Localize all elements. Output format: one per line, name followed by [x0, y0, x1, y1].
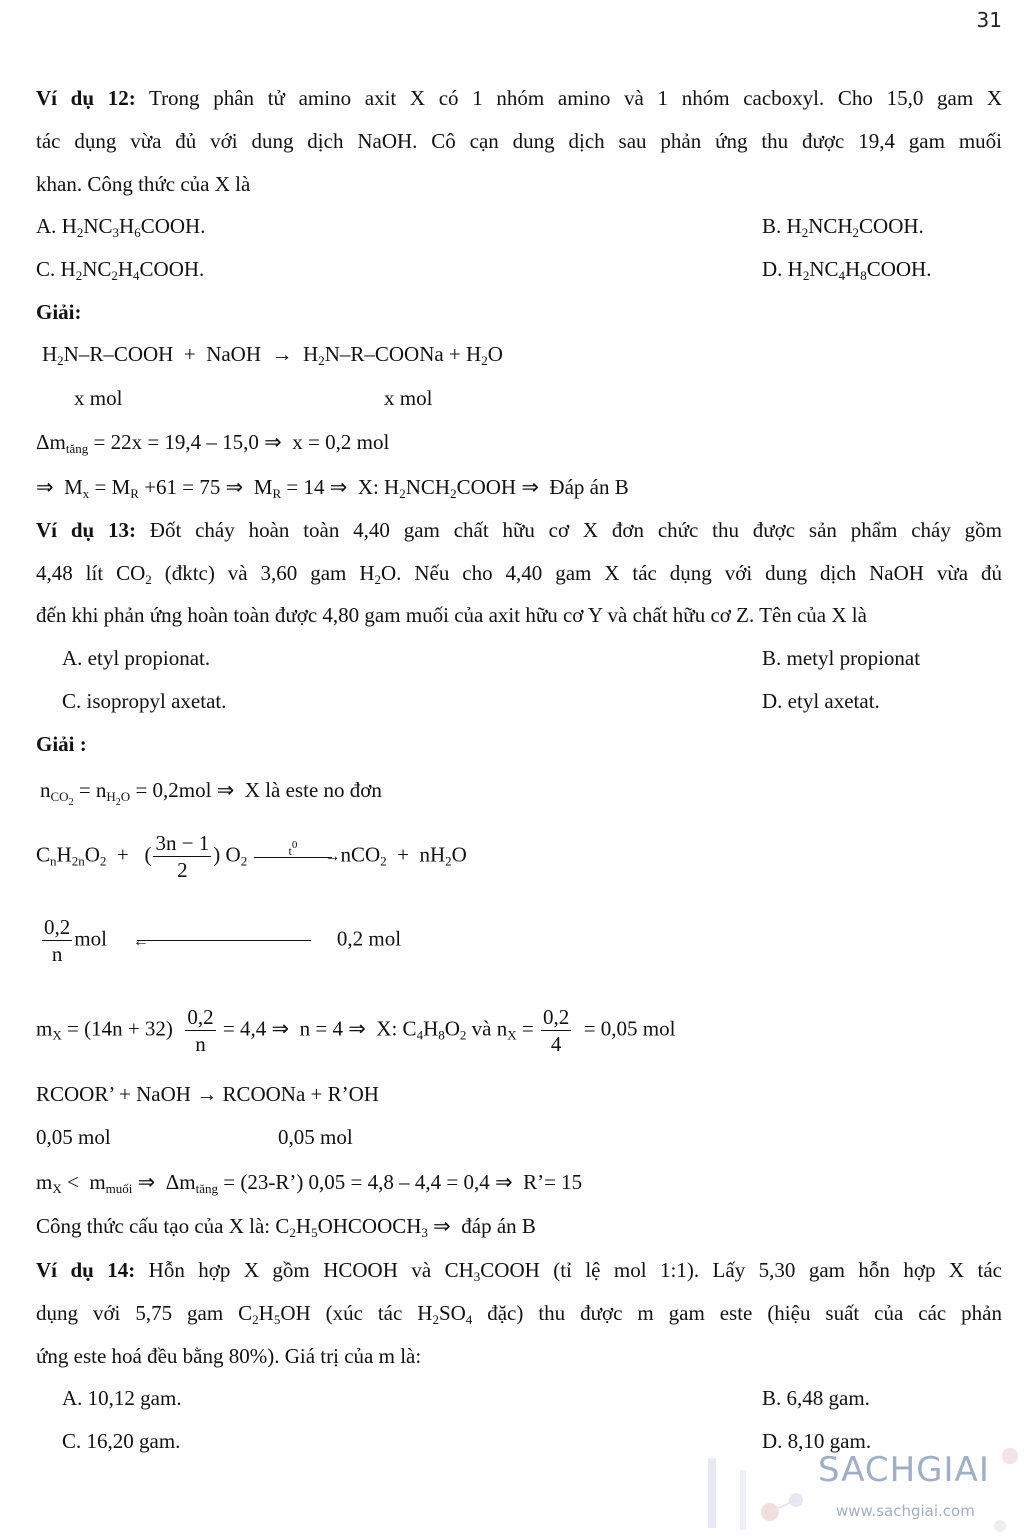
ex13-option-b: B. metyl propionat — [762, 646, 921, 670]
ex13-line-1: $n_{CO_2} = n_{H_2O} = 0,2mol$ ⇒ X là este no đơn — [40, 778, 382, 808]
ex14-option-b: B. 6,48 gam. — [762, 1386, 870, 1410]
page-number: 31 — [976, 8, 1002, 32]
ex12-mol-right: x mol — [384, 386, 433, 410]
ex14-option-c: C. 16,20 gam. — [62, 1429, 181, 1453]
ex13-option-a: A. etyl propionat. — [62, 646, 211, 670]
ex13-option-c: C. isopropyl axetat. — [62, 689, 227, 713]
ex12-mol-left: x mol — [74, 386, 123, 410]
ex13-mol-left: 0,05 mol — [36, 1125, 111, 1149]
ex12-question-line-2: tác dụng vừa đủ với dung dịch NaOH. Cô cạn dung dịch sau phản ứng thu được 19,4 gam muối — [36, 129, 1002, 153]
ex12-solution-label: Giải: — [36, 300, 82, 324]
ex12-option-a: A. $H_2NC_3H_6COOH$. — [36, 214, 206, 240]
ex13-solution-label: Giải : — [36, 732, 87, 756]
ex13-line-2: $C_nH_{2n}O_2$ + ( $\frac{3n - 1}{2}$ ) $O_2$ $t^0$ → $nCO_2 + nH_2O$ — [36, 831, 467, 882]
fraction-0-2-over-n: $\frac{0,2}{n}$ — [44, 915, 71, 966]
ex13-question-line-3: đến khi phản ứng hoàn toàn được 4,80 gam muối của axit hữu cơ Y và chất hữu cơ Z. Tên của X là — [36, 603, 867, 627]
ex13-question-line-1: Ví dụ 13: Đốt cháy hoàn toàn 4,40 gam chất hữu cơ X đơn chức thu được sản phẩm cháy gồm — [36, 518, 1002, 542]
ex12-question-line-1: Ví dụ 12: Trong phân tử amino axit X có 1 nhóm amino và 1 nhóm cacboxyl. Cho 15,0 gam X — [36, 86, 1002, 110]
ex13-line-3: $\frac{0,2}{n}$ mol ← 0,2 mol — [44, 915, 402, 966]
reaction-arrow-heat: $t^0$ → — [254, 849, 338, 865]
ex13-line-5: RCOOR’ + NaOH → RCOONa + R’OH — [36, 1082, 379, 1106]
ex13-label: Ví dụ 13: — [36, 518, 136, 542]
ex14-question-line-1: Ví dụ 14: Hỗn hợp X gồm HCOOH và $CH_3COOH$ (tỉ lệ mol 1:1). Lấy 5,30 gam hỗn hợp X tác — [36, 1258, 1002, 1284]
ex12-label: Ví dụ 12: — [36, 86, 136, 110]
ex12-equation: $H_2N-R$–COOH + NaOH → $H_2N-R$–COONa + $H_2O$ — [42, 342, 503, 368]
ex13-mol-right: 0,05 mol — [278, 1125, 353, 1149]
ex14-question-line-3: ứng este hoá đều bằng 80%). Giá trị của m là: — [36, 1344, 422, 1368]
watermark-url: www.sachgiai.com — [836, 1502, 975, 1520]
ex12-option-d: D. $H_2NC_4H_8COOH$. — [762, 257, 932, 283]
ex13-option-d: D. etyl axetat. — [762, 689, 880, 713]
ex13-line-7: Công thức cấu tạo của X là: $C_2H_5OHCOOCH_3$ ⇒ đáp án B — [36, 1214, 536, 1240]
fraction-0-2-over-n-2: $\frac{0,2}{n}$ — [187, 1005, 214, 1056]
ex12-step-1: $\Delta m_{tăng} = 22x = 19,4 - 15,0$ ⇒ x = 0,2 mol — [36, 430, 390, 456]
ex13-question-line-2: 4,48 lít $CO_2$ (đktc) và 3,60 gam $H_2O$. Nếu cho 4,40 gam X tác dụng với dung dịch NaOH vừa đủ — [36, 561, 1002, 587]
ex12-option-b: B. $H_2NCH_2COOH$. — [762, 214, 924, 240]
sachgiai-watermark-logo — [700, 1440, 1024, 1539]
ex12-option-c: C. $H_2NC_2H_4COOH$. — [36, 257, 205, 283]
ex14-label: Ví dụ 14: — [36, 1258, 136, 1282]
ex13-line-6: $m_X < m_{muối}$ ⇒ $\Delta m_{tăng}$ = (23-R’) 0,05 = 4,8 – 4,4 = 0,4 ⇒ R’= 15 — [36, 1170, 583, 1196]
fraction-3n-1-over-2: $\frac{3n - 1}{2}$ — [155, 831, 210, 882]
ex13-line-4: $m_X = (14n + 32)$ $\frac{0,2}{n}$ = 4,4 ⇒ n = 4 ⇒ X: $C_4H_8O_2$ và $n_X$ = $\frac{0,2}{4}$ = 0,05 mol — [36, 1005, 676, 1056]
ex14-question-line-2: dụng với 5,75 gam $C_2H_5OH$ (xúc tác $H_2SO_4$ đặc) thu được m gam este (hiệu suất của các phản — [36, 1301, 1002, 1327]
ex14-option-d: D. 8,10 gam. — [762, 1429, 872, 1453]
ex14-option-a: A. 10,12 gam. — [62, 1386, 182, 1410]
fraction-0-2-over-4: $\frac{0,2}{4}$ — [542, 1005, 570, 1056]
ex12-step-2: ⇒ $M_x = M_R +61 = 75$ ⇒ $M_R = 14$ ⇒ X: $H_2NCH_2COOH$ ⇒ Đáp án B — [36, 475, 629, 501]
left-arrow: ← — [133, 936, 311, 946]
watermark-brand: SACHGIAI — [818, 1450, 990, 1490]
ex12-question-line-3: khan. Công thức của X là — [36, 172, 251, 196]
